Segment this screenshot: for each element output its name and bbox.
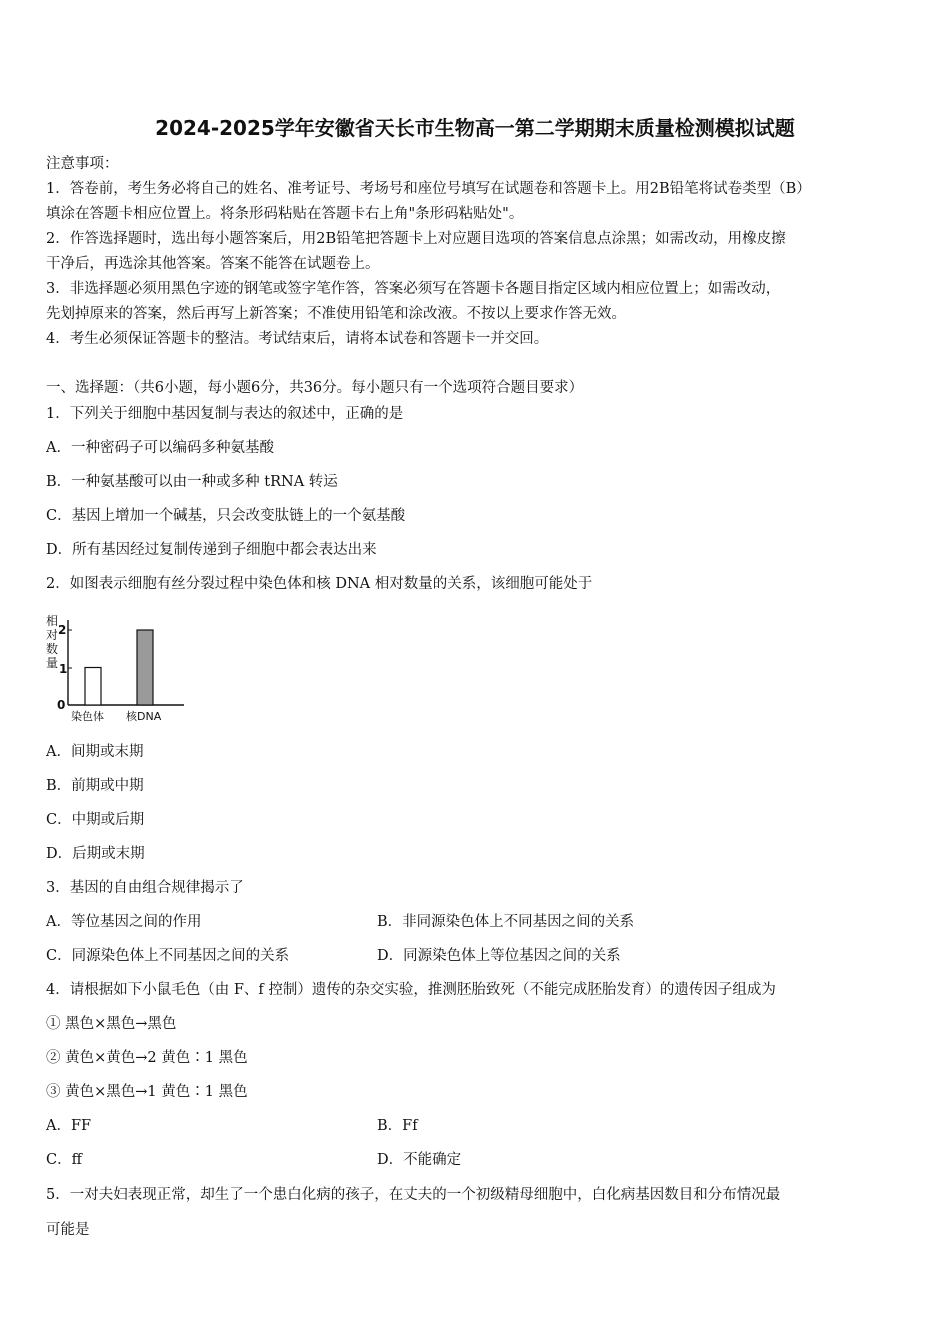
- notice-line-6: 先划掉原来的答案，然后再写上新答案；不准使用铅笔和涂改液。不按以上要求作答无效。: [46, 306, 626, 322]
- bar-chromosome: [85, 668, 101, 706]
- section-header: 一、选择题：（共6小题，每小题6分，共36分。每小题只有一个选项符合题目要求）: [46, 380, 584, 396]
- notice-line-1: 1．答卷前，考生务必将自己的姓名、准考证号、考场号和座位号填写在试题卷和答题卡上。用2B铅笔将试卷类型（B）: [46, 181, 811, 197]
- q3-stem: 3．基因的自由组合规律揭示了: [46, 880, 244, 896]
- q5-stem-line-1: 5．一对夫妇表现正常，却生了一个患白化病的孩子，在丈夫的一个初级精母细胞中，白化病基因数目和分布情况最: [46, 1187, 781, 1203]
- q1-option-b: B．一种氨基酸可以由一种或多种 tRNA 转运: [46, 474, 338, 490]
- q5-stem-line-2: 可能是: [46, 1222, 90, 1238]
- y-tick-2: 2: [58, 623, 67, 637]
- q4-option-d: D．不能确定: [377, 1152, 462, 1168]
- y-label-char-2: 对: [46, 628, 59, 642]
- q2-option-a: A．间期或末期: [46, 744, 144, 760]
- q3-option-b: B．非同源染色体上不同基因之间的关系: [377, 914, 635, 930]
- q1-option-c: C．基因上增加一个碱基，只会改变肽链上的一个氨基酸: [46, 508, 406, 524]
- q4-cross-3: ③ 黄色×黑色→1 黄色∶1 黑色: [46, 1084, 248, 1100]
- q3-option-c: C．同源染色体上不同基因之间的关系: [46, 948, 290, 964]
- q1-option-d: D．所有基因经过复制传递到子细胞中都会表达出来: [46, 542, 377, 558]
- page-title: 2024-2025学年安徽省天长市生物高一第二学期期末质量检测模拟试题: [155, 116, 795, 140]
- x-label-chromosome: 染色体: [71, 710, 104, 723]
- q2-option-b: B．前期或中期: [46, 778, 144, 794]
- q4-cross-1: ① 黑色×黑色→黑色: [46, 1016, 177, 1032]
- y-tick-0: 0: [57, 698, 66, 712]
- y-label-char-1: 相: [46, 614, 59, 628]
- bar-nuclear-dna: [137, 630, 153, 705]
- q2-stem: 2．如图表示细胞有丝分裂过程中染色体和核 DNA 相对数量的关系，该细胞可能处于: [46, 576, 593, 592]
- q4-cross-2: ② 黄色×黄色→2 黄色∶1 黑色: [46, 1050, 248, 1066]
- notice-line-3: 2．作答选择题时，选出每小题答案后，用2B铅笔把答题卡上对应题目选项的答案信息点涂黑；如需改动，用橡皮擦: [46, 231, 786, 247]
- q2-option-c: C．中期或后期: [46, 812, 145, 828]
- q1-stem: 1．下列关于细胞中基因复制与表达的叙述中，正确的是: [46, 406, 404, 422]
- y-label-char-3: 数: [46, 642, 59, 656]
- notice-header: 注意事项：: [46, 156, 119, 172]
- q2-bar-chart: [44, 612, 194, 727]
- y-tick-1: 1: [59, 662, 68, 676]
- q3-option-a: A．等位基因之间的作用: [46, 914, 202, 930]
- notice-line-7: 4．考生必须保证答题卡的整洁。考试结束后，请将本试卷和答题卡一并交回。: [46, 331, 549, 347]
- q4-option-b: B．Ff: [377, 1118, 418, 1134]
- x-label-nuclear-dna: 核DNA: [126, 710, 162, 723]
- notice-line-5: 3．非选择题必须用黑色字迹的钢笔或签字笔作答，答案必须写在答题卡各题目指定区域内相应位置上；如需改动，: [46, 281, 781, 297]
- q3-option-d: D．同源染色体上等位基因之间的关系: [377, 948, 621, 964]
- q2-option-d: D．后期或末期: [46, 846, 145, 862]
- notice-line-4: 干净后，再选涂其他答案。答案不能答在试题卷上。: [46, 256, 380, 272]
- q1-option-a: A．一种密码子可以编码多种氨基酸: [46, 440, 274, 456]
- q4-option-c: C．ff: [46, 1152, 82, 1168]
- y-label-char-4: 量: [46, 656, 59, 670]
- notice-line-2: 填涂在答题卡相应位置上。将条形码粘贴在答题卡右上角"条形码粘贴处"。: [46, 206, 524, 222]
- q4-option-a: A．FF: [46, 1118, 92, 1134]
- q4-stem: 4．请根据如下小鼠毛色（由 F、f 控制）遗传的杂交实验，推测胚胎致死（不能完成胚胎发育）的遗传因子组成为: [46, 982, 776, 998]
